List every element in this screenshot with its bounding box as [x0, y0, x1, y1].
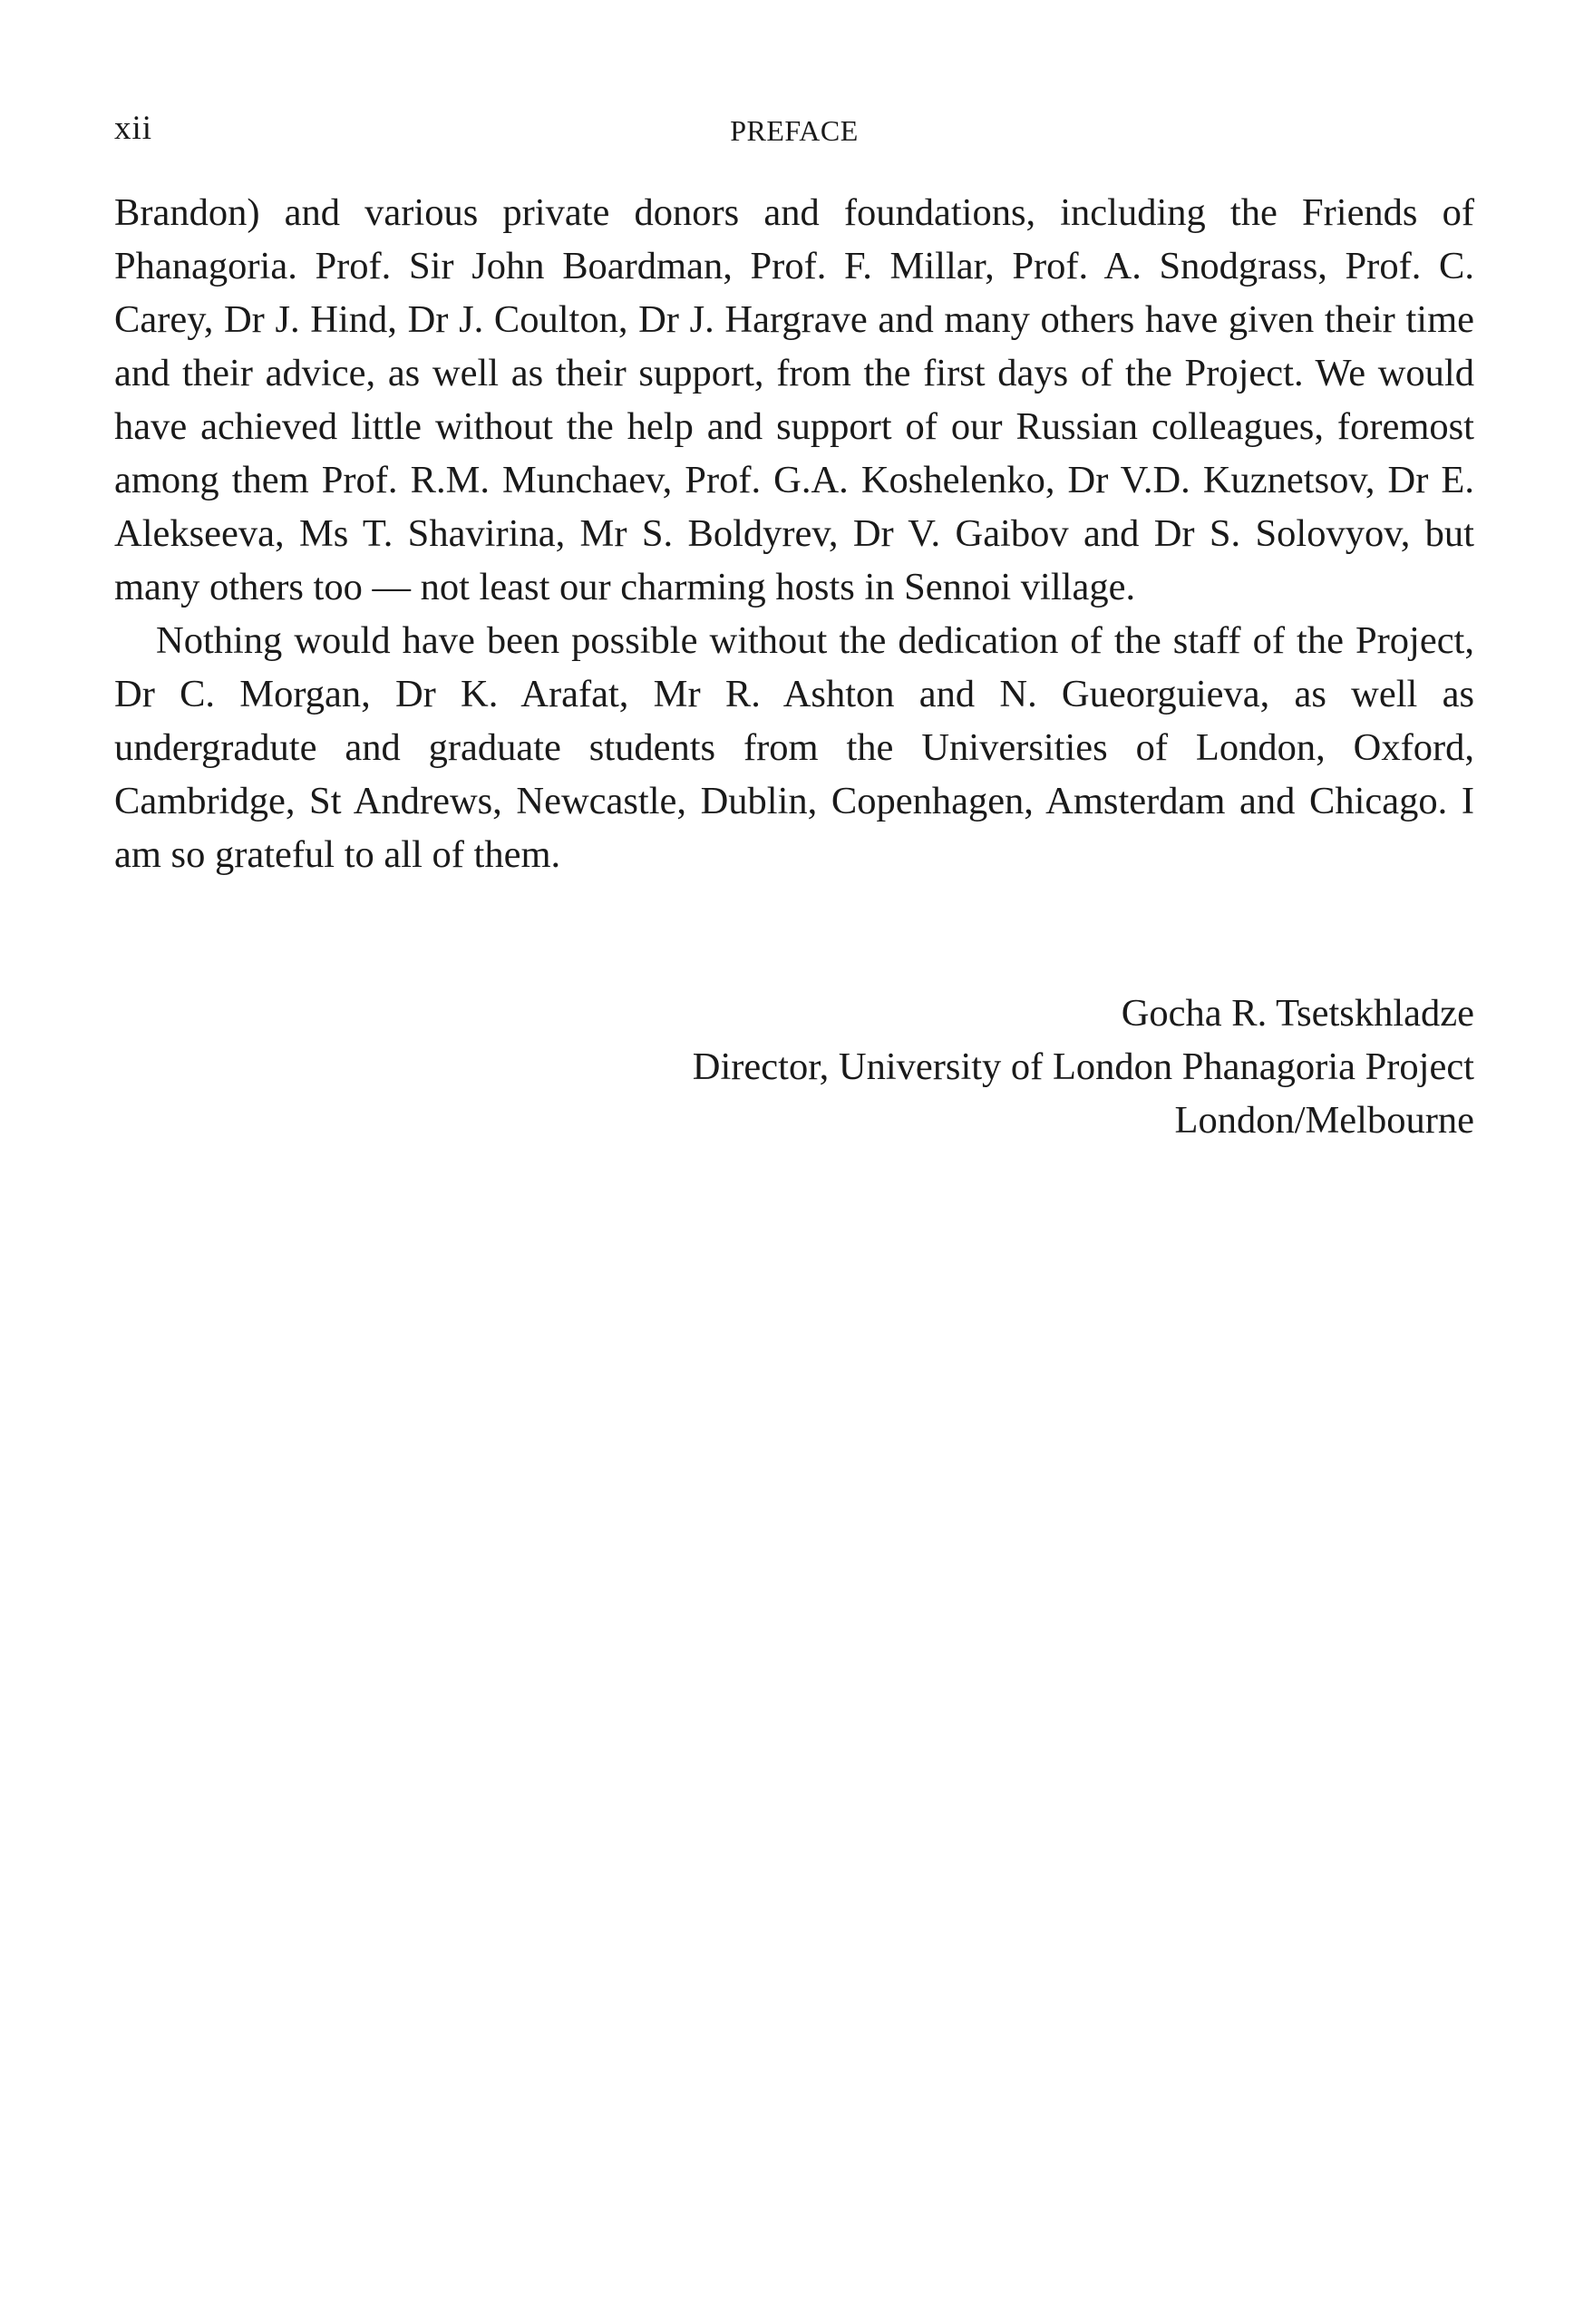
page-number: xii — [114, 110, 153, 147]
paragraph-acknowledgements: Brandon) and various private donors and foundations, including the Friends of Phanagoria. Prof. Sir John Boardman, Prof. F. Millar, Prof. A. Snodgrass, Prof. C. Carey, Dr J. Hind, Dr J. Coulton, Dr J. Hargrave and many others have given their time and their advice, as well as their support, from the first days of the Project. We would have achieved little without the help and support of our Russian colleagues, foremost among them Prof. R.M. Munchaev, Prof. G.A. Koshelenko, Dr V.D. Kuznetsov, Dr E. Alekseeva, Ms T. Shavirina, Mr S. Boldyrev, Dr V. Gaibov and Dr S. Solovyov, but many others too — not least our charming hosts in Sennoi village. — [114, 191, 1474, 608]
paragraph-staff-thanks: Nothing would have been possible without the dedication of the staff of the Project, Dr C. Morgan, Dr K. Arafat, Mr R. Ashton and N. Gueorguieva, as well as undergradute and graduate students from the Universities of London, Oxford, Cambridge, St Andrews, Newcastle, Dublin, Copenhagen, Amsterdam and Chicago. I am so grateful to all of them. — [114, 619, 1474, 876]
preface-body — [114, 186, 1474, 881]
running-title: PREFACE — [730, 114, 859, 147]
signature-place: London/Melbourne — [1174, 1099, 1474, 1142]
signature-name: Gocha R. Tsetskhladze — [1121, 992, 1474, 1035]
signature-block — [114, 987, 1474, 1147]
running-head — [114, 107, 1474, 151]
signature-role: Director, University of London Phanagoria Project — [692, 1045, 1474, 1088]
